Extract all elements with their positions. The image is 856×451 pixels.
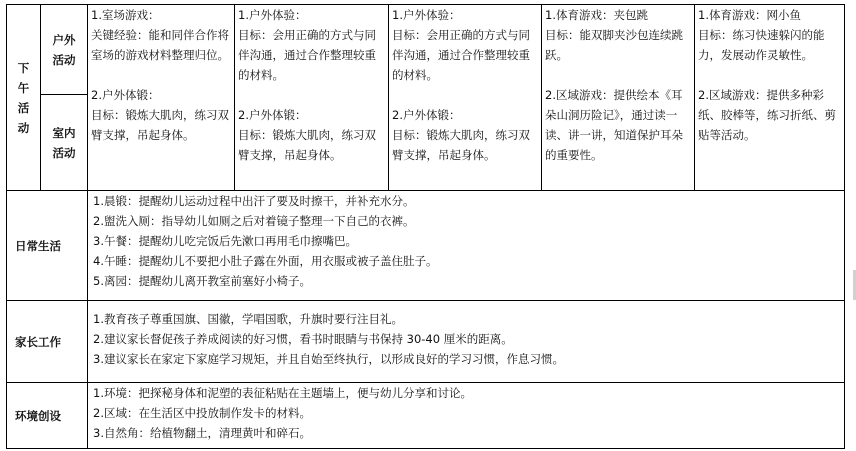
cell-line: 目标：能双脚夹沙包连续跳跃。 xyxy=(545,28,683,62)
daily-life-label: 日常生活 xyxy=(7,191,88,301)
afternoon-cell-2 xyxy=(235,5,389,191)
list-item: 3.建议家长在家定下家庭学习规矩，并且自始至终执行，以形成良好的学习习惯，作息习惯。 xyxy=(93,352,564,366)
afternoon-cell-4 xyxy=(542,5,695,191)
list-item: 2.建议家长督促孩子养成阅读的好习惯，看书时眼睛与书保持 30-40 厘米的距离。 xyxy=(93,332,513,346)
environment-row xyxy=(7,383,845,449)
list-item: 1.教育孩子尊重国旗、国徽，学唱国歌，升旗时要行注目礼。 xyxy=(93,312,403,326)
environment-content xyxy=(88,383,845,449)
list-item: 5.离园：提醒幼儿离开教室前塞好小椅子。 xyxy=(93,274,311,288)
afternoon-cell-5 xyxy=(695,5,845,191)
cell-line: 2.户外体锻： xyxy=(91,88,160,102)
parent-work-content xyxy=(88,301,845,383)
cell-line: 目标：锻炼大肌肉，练习双臂支撑，吊起身体。 xyxy=(392,128,530,162)
outdoor-activity-label xyxy=(41,5,88,95)
list-item: 3.自然角：给植物翻土，清理黄叶和碎石。 xyxy=(93,426,311,440)
daily-life-row xyxy=(7,191,845,301)
cell-line: 目标：会用正确的方式与同伴沟通，通过合作整理较重的材料。 xyxy=(392,28,530,82)
cell-line: 目标：会用正确的方式与同伴沟通，通过合作整理较重的材料。 xyxy=(238,28,376,82)
cell-line: 关键经验：能和同伴合作将室场的游戏材料整理归位。 xyxy=(91,28,229,62)
label-line: 活动 xyxy=(52,145,76,160)
cell-line: 目标：锻炼大肌肉，练习双臂支撑，吊起身体。 xyxy=(91,108,229,142)
indoor-activity-label xyxy=(41,95,88,191)
cell-line: 目标：练习快速躲闪的能力，发展动作灵敏性。 xyxy=(698,28,825,62)
afternoon-cell-1 xyxy=(88,5,235,191)
list-item: 2.盥洗入厕：指导幼儿如厕之后对着镜子整理一下自己的衣裤。 xyxy=(93,214,415,228)
label-char: 午 xyxy=(17,80,30,95)
cell-line: 1.户外体验： xyxy=(238,8,307,22)
label-line: 活动 xyxy=(52,52,76,67)
cell-line: 2.区域游戏：提供绘本《耳朵山洞历险记》，通过读一读、讲一讲，知道保护耳朵的重要性。 xyxy=(545,88,683,162)
label-char: 下 xyxy=(17,60,30,75)
cell-line: 1.室场游戏： xyxy=(91,8,160,22)
cell-line: 目标：锻炼大肌肉，练习双臂支撑，吊起身体。 xyxy=(238,128,376,162)
afternoon-outdoor-row xyxy=(7,5,845,95)
list-item: 2.区域：在生活区中投放制作发卡的材料。 xyxy=(93,406,311,420)
afternoon-activity-label xyxy=(7,5,41,191)
list-item: 4.午睡：提醒幼儿不要把小肚子露在外面，用衣服或被子盖住肚子。 xyxy=(93,254,438,268)
label-line: 室内 xyxy=(52,125,76,140)
label-char: 活 xyxy=(17,100,30,115)
cell-line: 1.户外体验： xyxy=(392,8,461,22)
list-item: 1.晨锻：提醒幼儿运动过程中出汗了要及时擦干，并补充水分。 xyxy=(93,194,415,208)
cell-line: 2.区域游戏：提供多种彩纸、胶棒等，练习折纸、剪贴等活动。 xyxy=(698,88,836,142)
cell-line: 2.户外体锻： xyxy=(238,108,307,122)
daily-life-content xyxy=(88,191,845,301)
label-line: 户外 xyxy=(52,32,76,47)
list-item: 3.午餐：提醒幼儿吃完饭后先漱口再用毛巾擦嘴巴。 xyxy=(93,234,357,248)
afternoon-cell-3 xyxy=(389,5,542,191)
parent-work-label: 家长工作 xyxy=(7,301,88,383)
cell-line: 1.体育游戏：网小鱼 xyxy=(698,8,801,22)
plan-table xyxy=(6,4,845,449)
label-char: 动 xyxy=(17,120,30,135)
environment-label: 环境创设 xyxy=(7,383,88,449)
list-item: 1.环境：把探秘身体和泥塑的表征粘贴在主题墙上，便与幼儿分享和讨论。 xyxy=(93,386,472,400)
cell-line: 1.体育游戏：夹包跳 xyxy=(545,8,648,22)
cell-line: 2.户外体锻： xyxy=(392,108,461,122)
parent-work-row xyxy=(7,301,845,383)
